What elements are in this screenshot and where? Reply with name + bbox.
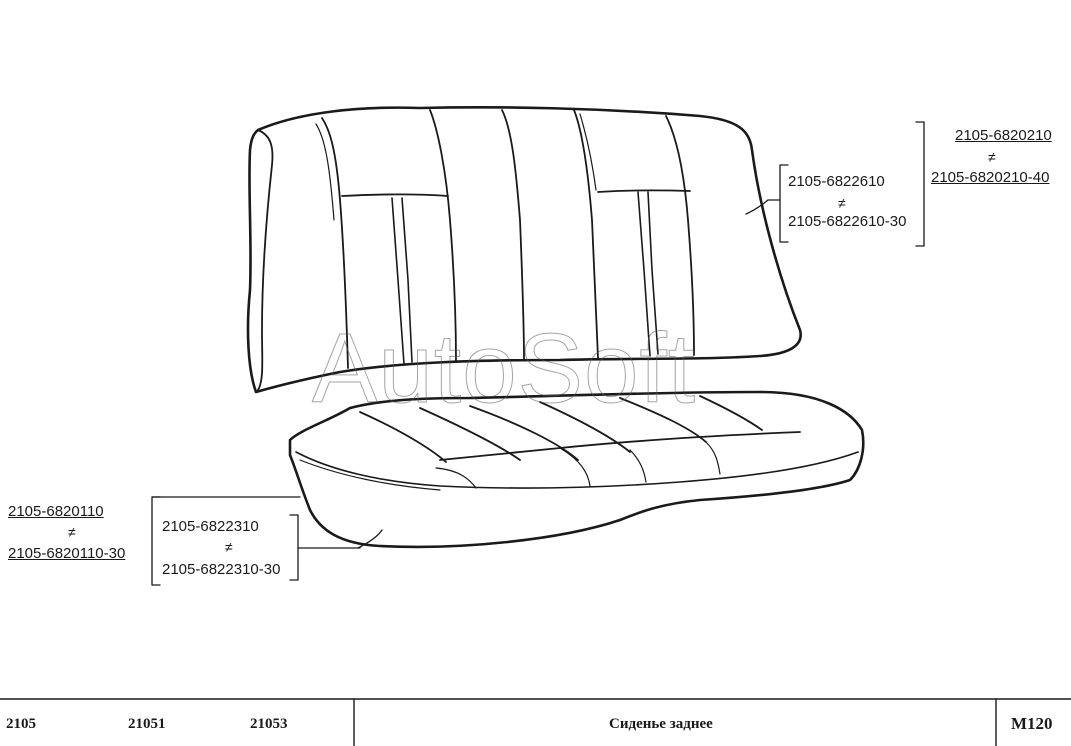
part-number-backrest: 2105-6820210 (955, 127, 1052, 144)
model-2105: 2105 (6, 716, 36, 732)
not-equal-symbol: ≠ (838, 195, 846, 211)
title-block (0, 699, 1071, 746)
not-equal-symbol: ≠ (988, 149, 996, 165)
part-number-backrest-cover: 2105-6822610 (788, 173, 885, 190)
model-21051: 21051 (128, 716, 166, 732)
drawing-title: Сиденье заднее (609, 716, 713, 732)
not-equal-symbol: ≠ (225, 539, 233, 555)
part-number-backrest-cover-alt: 2105-6822610-30 (788, 213, 907, 230)
model-21053: 21053 (250, 716, 288, 732)
part-number-cushion-cover: 2105-6822310 (162, 518, 259, 535)
not-equal-symbol: ≠ (68, 524, 76, 540)
watermark: AutoSoft (312, 313, 696, 423)
part-number-cushion-cover-alt: 2105-6822310-30 (162, 561, 281, 578)
part-number-cushion-alt: 2105-6820110-30 (8, 545, 126, 562)
drawing-code: M120 (1011, 714, 1053, 733)
part-number-cushion: 2105-6820110 (8, 503, 104, 520)
part-number-backrest-alt: 2105-6820210-40 (931, 169, 1050, 186)
